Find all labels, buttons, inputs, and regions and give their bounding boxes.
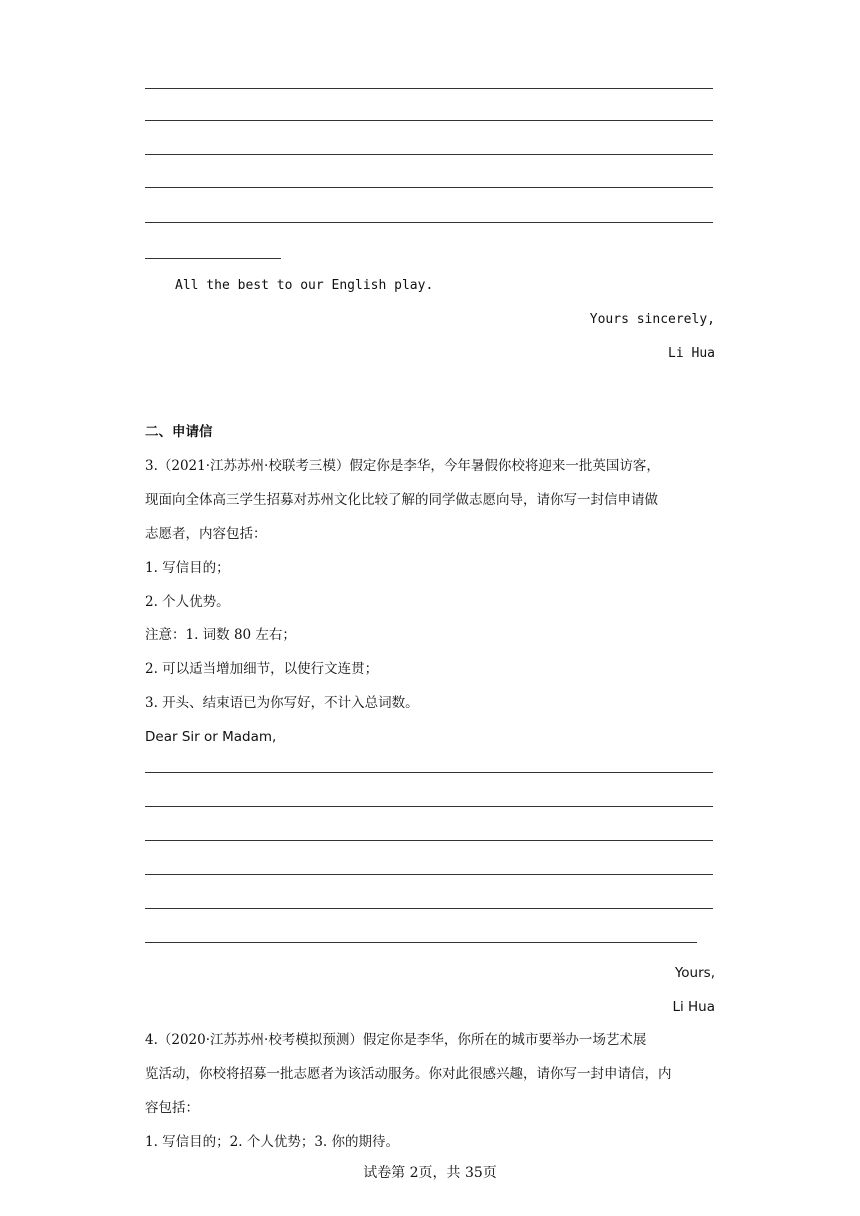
writing-line xyxy=(145,806,713,807)
writing-line xyxy=(145,154,713,155)
question-3-item-1: 1. 写信目的； xyxy=(145,560,230,576)
sign-off: Yours sincerely, xyxy=(589,312,715,327)
q3-signature: Li Hua xyxy=(672,999,715,1015)
salutation: Dear Sir or Madam, xyxy=(145,729,277,745)
closing-line: All the best to our English play. xyxy=(175,278,434,293)
writing-line xyxy=(145,187,713,188)
writing-line xyxy=(145,258,281,259)
writing-line xyxy=(145,88,713,89)
signature: Li Hua xyxy=(668,346,715,361)
question-4-line-3: 容包括： xyxy=(145,1100,199,1116)
question-4-items: 1. 写信目的；2. 个人优势；3. 你的期待。 xyxy=(145,1134,400,1150)
writing-line xyxy=(145,222,713,223)
question-4-line-1: 4.（2020·江苏苏州·校考模拟预测）假定你是李华，你所在的城市要举办一场艺术展 xyxy=(145,1032,647,1048)
question-3-line-3: 志愿者，内容包括： xyxy=(145,526,267,542)
writing-line xyxy=(145,120,713,121)
writing-line xyxy=(145,840,713,841)
writing-line xyxy=(145,942,697,943)
writing-line xyxy=(145,908,713,909)
question-4-line-2: 览活动，你校将招募一批志愿者为该活动服务。你对此很感兴趣，请你写一封申请信，内 xyxy=(145,1066,672,1082)
question-3-note-3: 3. 开头、结束语已为你写好，不计入总词数。 xyxy=(145,695,419,711)
writing-line xyxy=(145,874,713,875)
page-footer: 试卷第 2页，共 35页 xyxy=(363,1165,497,1181)
writing-line xyxy=(145,772,713,773)
question-3-line-2: 现面向全体高三学生招募对苏州文化比较了解的同学做志愿向导，请你写一封信申请做 xyxy=(145,492,658,508)
question-3-item-2: 2. 个人优势。 xyxy=(145,594,230,610)
question-3-line-1: 3.（2021·江苏苏州·校联考三模）假定你是李华，今年暑假你校将迎来一批英国访客， xyxy=(145,458,660,474)
section-heading: 二、申请信 xyxy=(145,424,213,440)
question-3-note-1: 注意：1. 词数 80 左右； xyxy=(145,627,296,643)
q3-sign-off: Yours, xyxy=(674,965,715,981)
question-3-note-2: 2. 可以适当增加细节，以使行文连贯； xyxy=(145,661,379,677)
